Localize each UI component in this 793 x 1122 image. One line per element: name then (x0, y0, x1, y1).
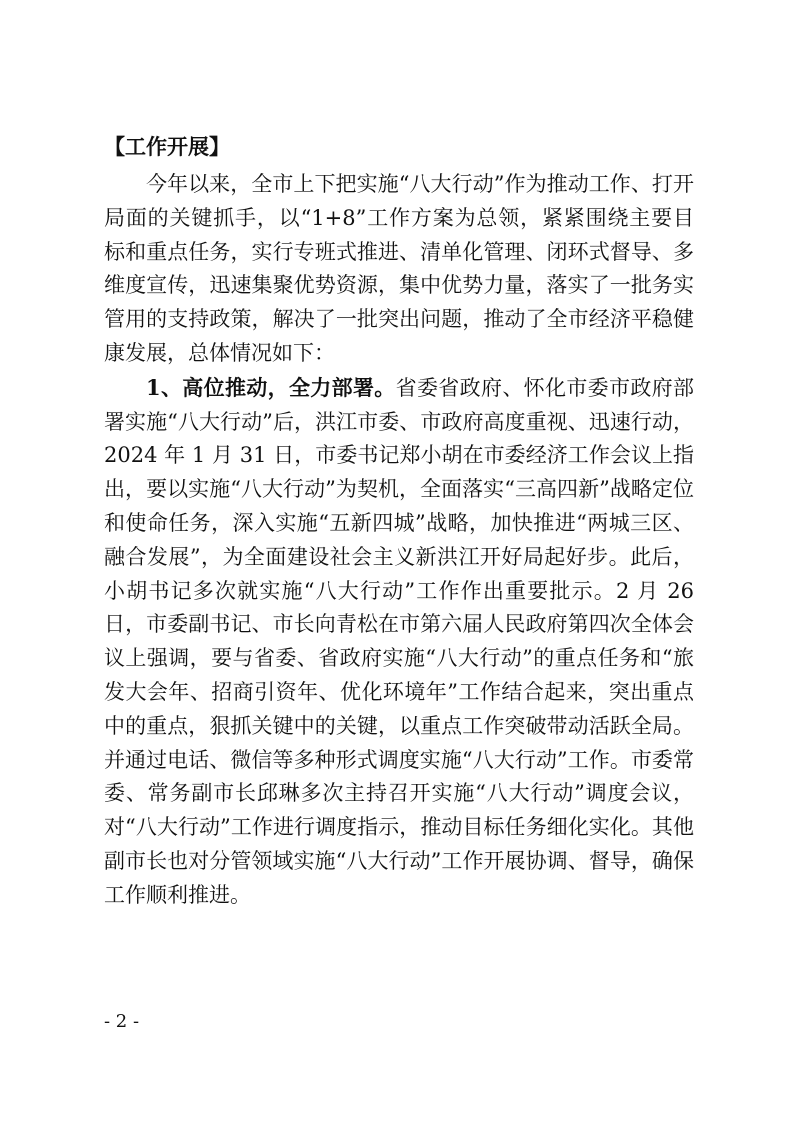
paragraph-lead-title: 1、高位推动，全力部署。 (146, 374, 396, 400)
section-heading: 【工作开展】 (104, 135, 230, 159)
paragraph-intro (104, 168, 694, 371)
paragraph-intro-text: 今年以来，全市上下把实施“八大行动”作为推动工作、打开局面的关键抓手，以“1+8”工作方案为总领，紧紧围绕主要目标和重点任务，实行专班式推进、清单化管理、闭环式督导、多维度宣传，迅速集聚优势资源，集中优势力量，落实了一批务实管用的支持政策，解决了一批突出问题，推动了全市经济平稳健康发展，总体情况如下： (104, 172, 694, 365)
body-text (104, 168, 694, 913)
page-number: - 2 - (104, 1011, 140, 1032)
paragraph-body-text: 省委省政府、怀化市委市政府部署实施“八大行动”后，洪江市委、市政府高度重视、迅速行动，2024 年 1 月 31 日，市委书记郑小胡在市委经济工作会议上指出，要以实施“八大行动”为契机，全面落实“三高四新”战略定位和使命任务，深入实施“五新四城”战略，加快推进“两城三区、融合发展”，为全面建设社会主义新洪江开好局起好步。此后，小胡书记多次就实施“八大行动”工作作出重要批示。2 月 26 日，市委副书记、市长向青松在市第六届人民政府第四次全体会议上强调，要与省委、省政府实施“八大行动”的重点任务和“旅发大会年、招商引资年、优化环境年”工作结合起来，突出重点中的重点，狠抓关键中的关键，以重点工作突破带动活跃全局。并通过电话、微信等多种形式调度实施“八大行动”工作。市委常委、常务副市长邱琳多次主持召开实施“八大行动”调度会议，对“八大行动”工作进行调度指示，推动目标任务细化实化。其他副市长也对分管领域实施“八大行动”工作开展协调、督导，确保工作顺利推进。 (104, 375, 694, 907)
paragraph-high-level-promotion (104, 371, 694, 913)
